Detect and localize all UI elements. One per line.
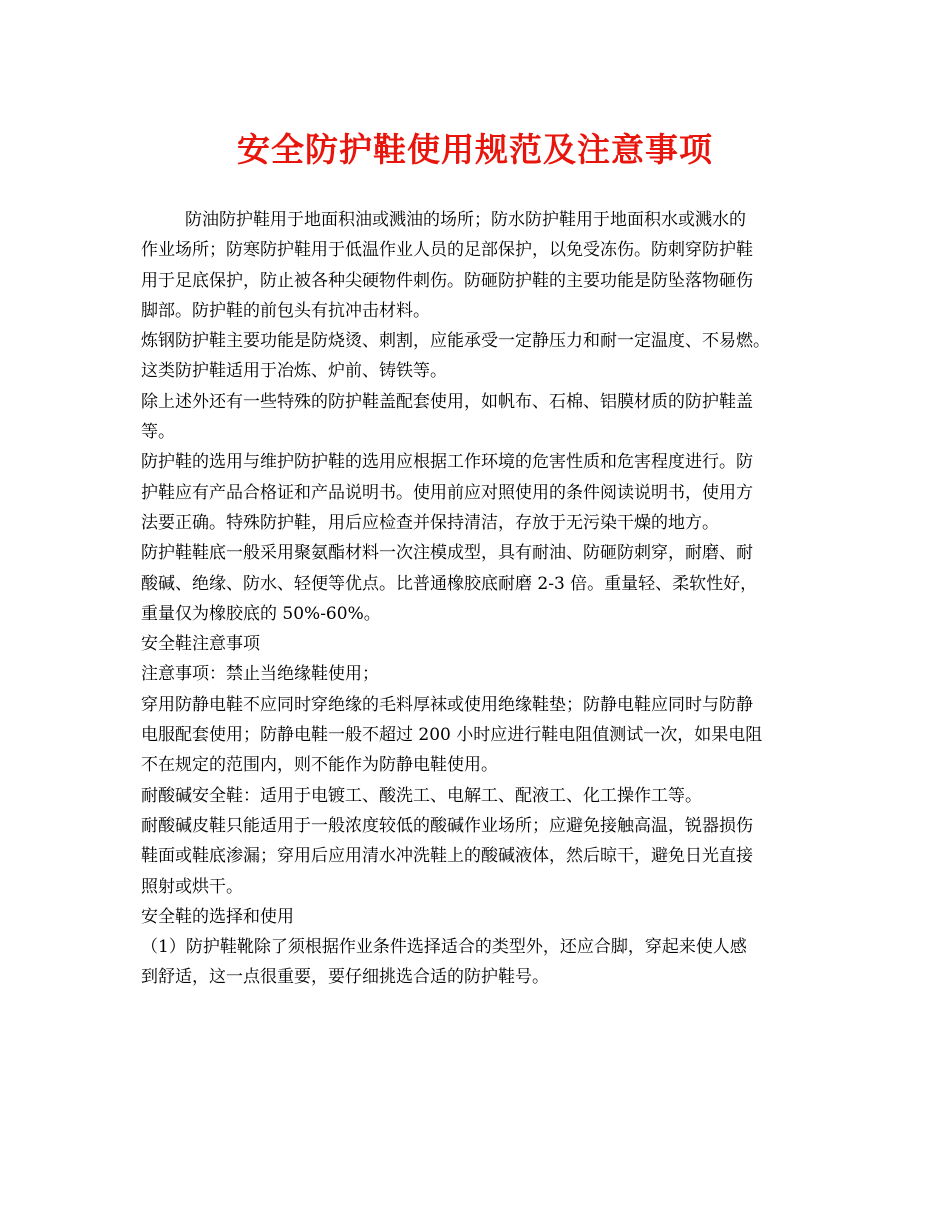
- text-line: 法要正确。特殊防护鞋，用后应检查并保持清洁，存放于无污染干燥的地方。: [141, 512, 719, 533]
- text-line: 护鞋应有产品合格证和产品说明书。使用前应对照使用的条件阅读说明书，使用方: [141, 482, 753, 503]
- document-title: 安全防护鞋使用规范及注意事项: [237, 130, 713, 169]
- text-line: 防护鞋的选用与维护防护鞋的选用应根据工作环境的危害性质和危害程度进行。防: [141, 452, 753, 473]
- text-line: 等。: [141, 422, 175, 443]
- text-line: 作业场所；防寒防护鞋用于低温作业人员的足部保护，以免受冻伤。防刺穿防护鞋: [141, 240, 753, 261]
- text-line: 耐酸碱皮鞋只能适用于一般浓度较低的酸碱作业场所；应避免接触高温，锐器损伤: [141, 815, 753, 836]
- text-line: 到舒适，这一点很重要，要仔细挑选合适的防护鞋号。: [141, 967, 549, 988]
- text-line: 这类防护鞋适用于冶炼、炉前、铸铁等。: [141, 361, 447, 382]
- text-line: 照射或烘干。: [141, 876, 243, 897]
- section-heading: 安全鞋的选择和使用: [141, 906, 294, 927]
- text-line: 鞋面或鞋底渗漏；穿用后应用清水冲洗鞋上的酸碱液体，然后晾干，避免日光直接: [141, 846, 753, 867]
- text-line: 注意事项：禁止当绝缘鞋使用；: [141, 664, 379, 685]
- text-line: 脚部。防护鞋的前包头有抗冲击材料。: [141, 300, 430, 321]
- text-line: 酸碱、绝缘、防水、轻便等优点。比普通橡胶底耐磨 2-3 倍。重量轻、柔软性好，: [141, 573, 758, 594]
- document-body: [141, 205, 831, 993]
- text-line: 用于足底保护，防止被各种尖硬物件刺伤。防砸防护鞋的主要功能是防坠落物砸伤: [141, 270, 753, 291]
- text-line: 耐酸碱安全鞋：适用于电镀工、酸洗工、电解工、配液工、化工操作工等。: [141, 785, 702, 806]
- text-line: 防油防护鞋用于地面积油或溅油的场所；防水防护鞋用于地面积水或溅水的: [185, 210, 746, 230]
- text-line: 防护鞋鞋底一般采用聚氨酯材料一次注模成型，具有耐油、防砸防刺穿，耐磨、耐: [141, 543, 753, 564]
- text-line: 除上述外还有一些特殊的防护鞋盖配套使用，如帆布、石棉、铝膜材质的防护鞋盖: [141, 391, 753, 412]
- text-line: 不在规定的范围内，则不能作为防静电鞋使用。: [141, 755, 498, 776]
- text-line: 炼钢防护鞋主要功能是防烧烫、刺割，应能承受一定静压力和耐一定温度、不易燃。: [141, 331, 770, 352]
- section-heading: 安全鞋注意事项: [141, 634, 260, 655]
- text-line: 重量仅为橡胶底的 50%-60%。: [141, 603, 381, 624]
- text-line: 电服配套使用；防静电鞋一般不超过 200 小时应进行鞋电阻值测试一次，如果电阻: [141, 725, 763, 746]
- text-line: 穿用防静电鞋不应同时穿绝缘的毛料厚袜或使用绝缘鞋垫；防静电鞋应同时与防静: [141, 694, 753, 715]
- text-line: （1）防护鞋靴除了须根据作业条件选择适合的类型外，还应合脚，穿起来使人感: [141, 937, 747, 958]
